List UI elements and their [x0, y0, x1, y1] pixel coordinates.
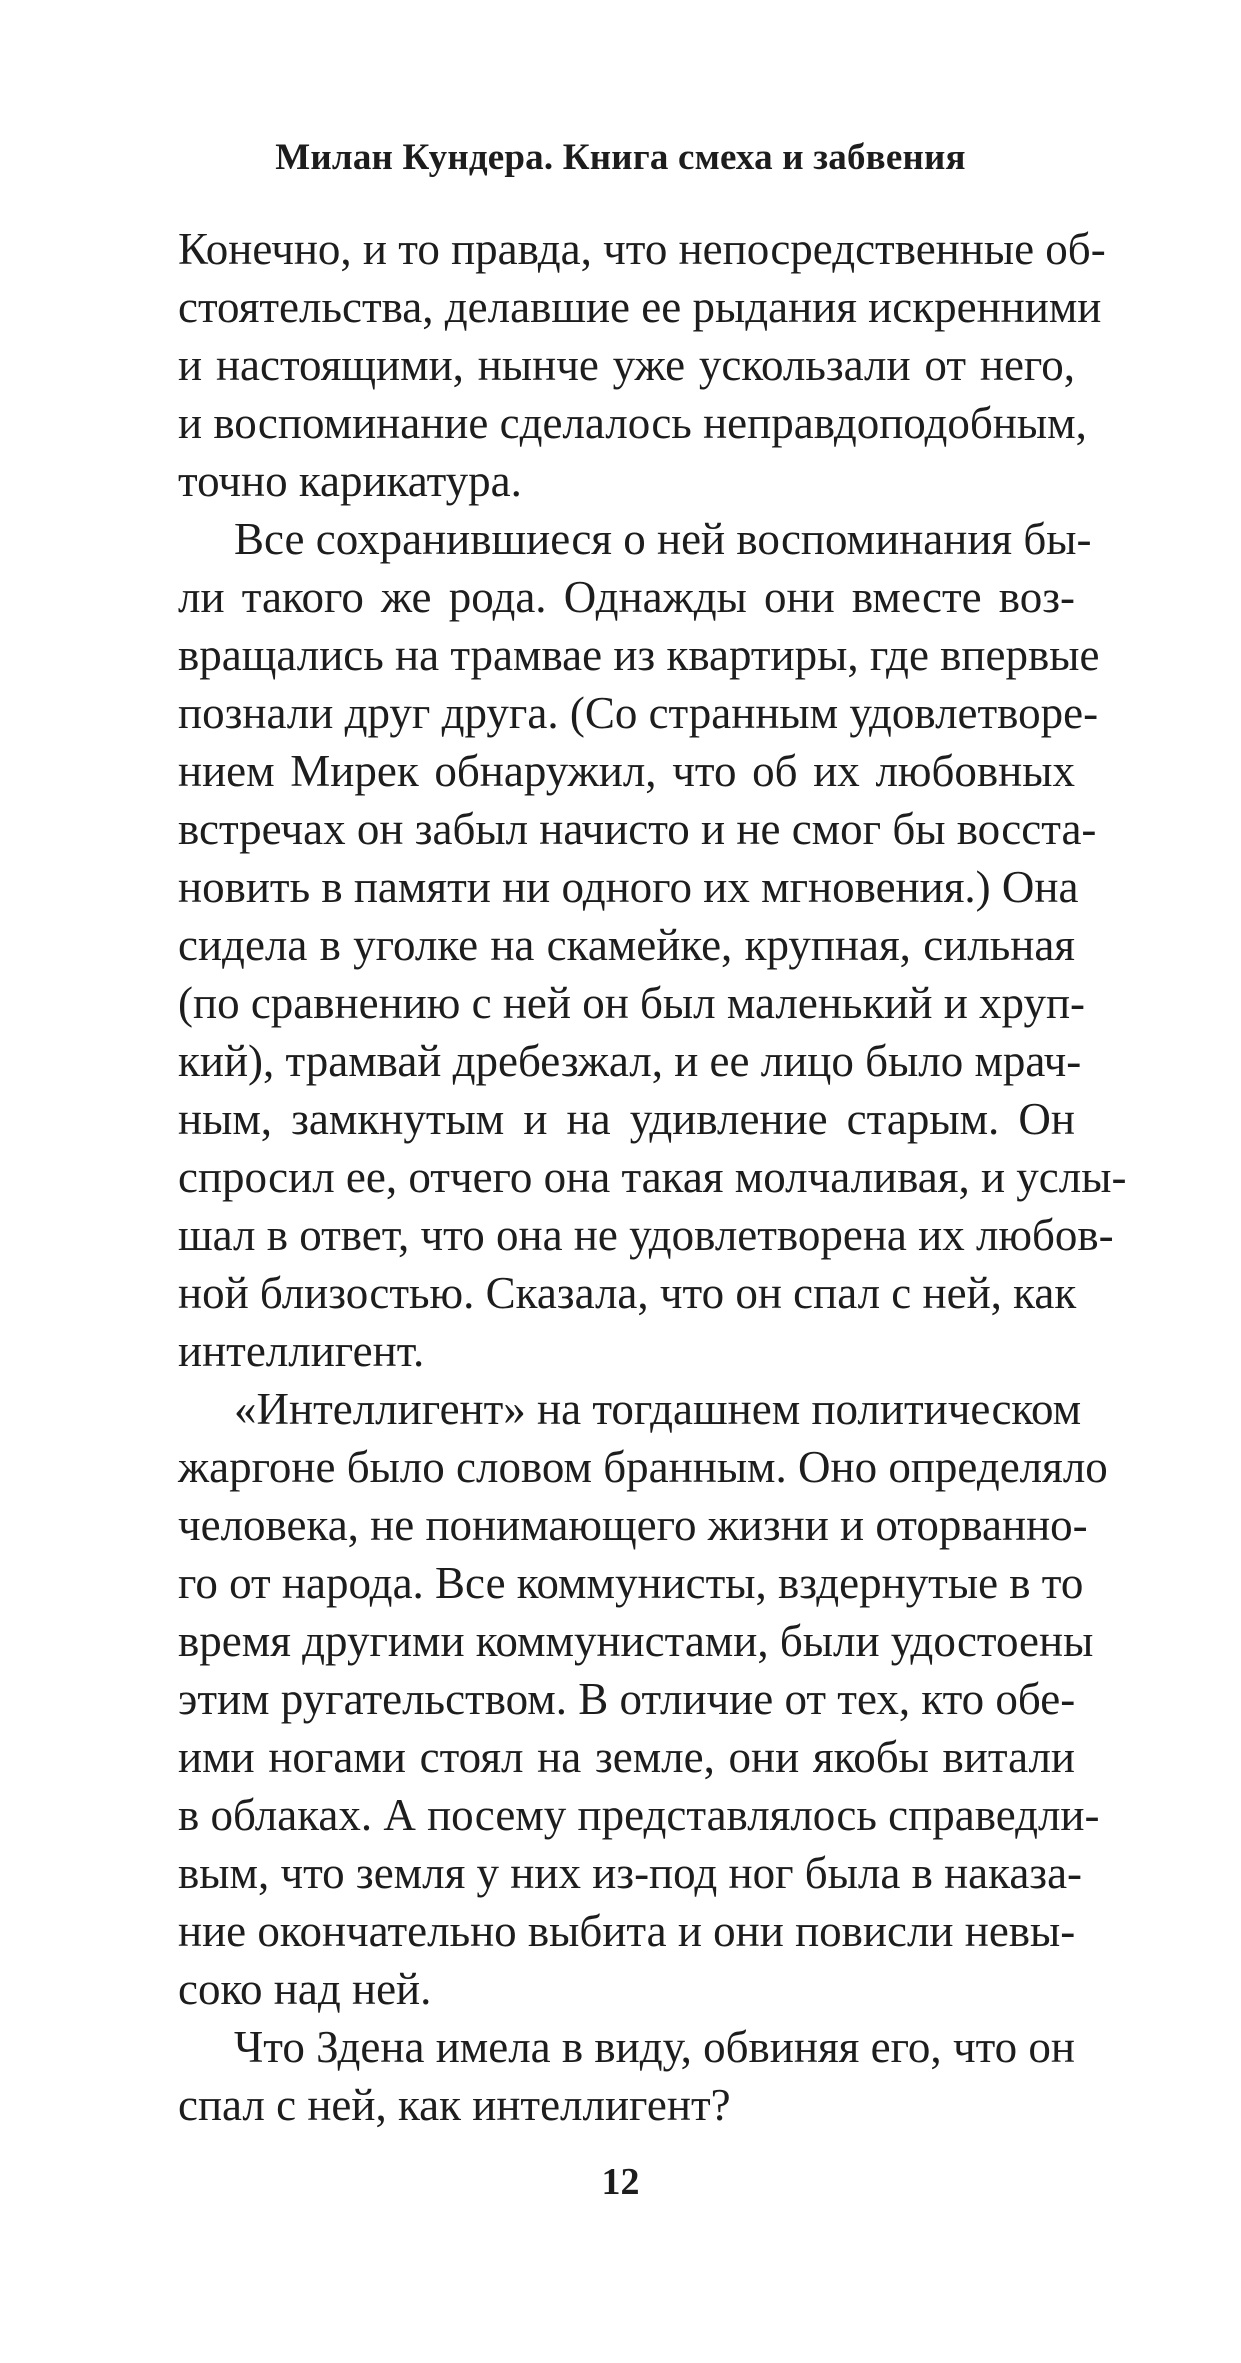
text-line: «Интеллигент» на тогдашнем политическом — [234, 1384, 1082, 1434]
text-line: Что Здена имела в виду, обвиняя его, что он — [234, 2022, 1075, 2072]
text-line: ние окончательно выбита и они повисли невы- — [178, 1906, 1076, 1956]
text-line: го от народа. Все коммунисты, вздернутые в то — [178, 1558, 1084, 1608]
paragraph — [178, 2018, 1075, 2134]
text-line: (по сравнению с ней он был маленький и хруп- — [178, 978, 1086, 1028]
text-line: точно карикатура. — [178, 456, 522, 506]
text-line: спросил ее, отчего она такая молчаливая, и услы- — [178, 1152, 1127, 1202]
paragraph — [178, 510, 1127, 1380]
text-line: в облаках. А посему представлялось справедли- — [178, 1790, 1100, 1840]
text-line: человека, не понимающего жизни и оторванно- — [178, 1500, 1088, 1550]
text-line: кий), трамвай дребезжал, и ее лицо было мрач- — [178, 1036, 1082, 1086]
running-head: Милан Кундера. Книга смеха и забвения — [275, 137, 966, 178]
text-line: Все сохранившиеся о ней воспоминания бы- — [234, 514, 1092, 564]
body-text — [178, 220, 1127, 2134]
text-line: соко над ней. — [178, 1964, 432, 2014]
text-line: ным, замкнутым и на удивление старым. Он — [178, 1094, 1075, 1144]
text-line: сидела в уголке на скамейке, крупная, сильная — [178, 920, 1075, 970]
text-line: и воспоминание сделалось неправдоподобным, — [178, 398, 1087, 448]
page-number: 12 — [601, 2161, 640, 2203]
text-line: познали друг друга. (Со странным удовлетворе- — [178, 688, 1099, 738]
text-line: стоятельства, делавшие ее рыдания искренними — [178, 282, 1102, 332]
text-line: интеллигент. — [178, 1326, 425, 1376]
paragraph — [178, 1380, 1108, 2018]
text-line: спал с ней, как интеллигент? — [178, 2080, 731, 2130]
text-line: этим ругательством. В отличие от тех, кто обе- — [178, 1674, 1076, 1724]
text-line: и настоящими, нынче уже ускользали от него, — [178, 340, 1075, 390]
text-line: встречах он забыл начисто и не смог бы восста- — [178, 804, 1097, 854]
text-line: нием Мирек обнаружил, что об их любовных — [178, 746, 1075, 796]
text-line: жаргоне было словом бранным. Оно определяло — [178, 1442, 1108, 1492]
text-line: ими ногами стоял на земле, они якобы витали — [178, 1732, 1075, 1782]
text-line: вым, что земля у них из-под ног была в наказа- — [178, 1848, 1083, 1898]
text-line: шал в ответ, что она не удовлетворена их любов- — [178, 1210, 1114, 1260]
text-line: вращались на трамвае из квартиры, где впервые — [178, 630, 1100, 680]
text-line: Конечно, и то правда, что непосредственные об- — [178, 224, 1106, 274]
text-line: ной близостью. Сказала, что он спал с ней, как — [178, 1268, 1077, 1318]
paragraph — [178, 220, 1106, 510]
text-line: новить в памяти ни одного их мгновения.) Она — [178, 862, 1079, 912]
text-line: время другими коммунистами, были удостоены — [178, 1616, 1094, 1666]
text-line: ли такого же рода. Однажды они вместе воз- — [178, 572, 1075, 622]
